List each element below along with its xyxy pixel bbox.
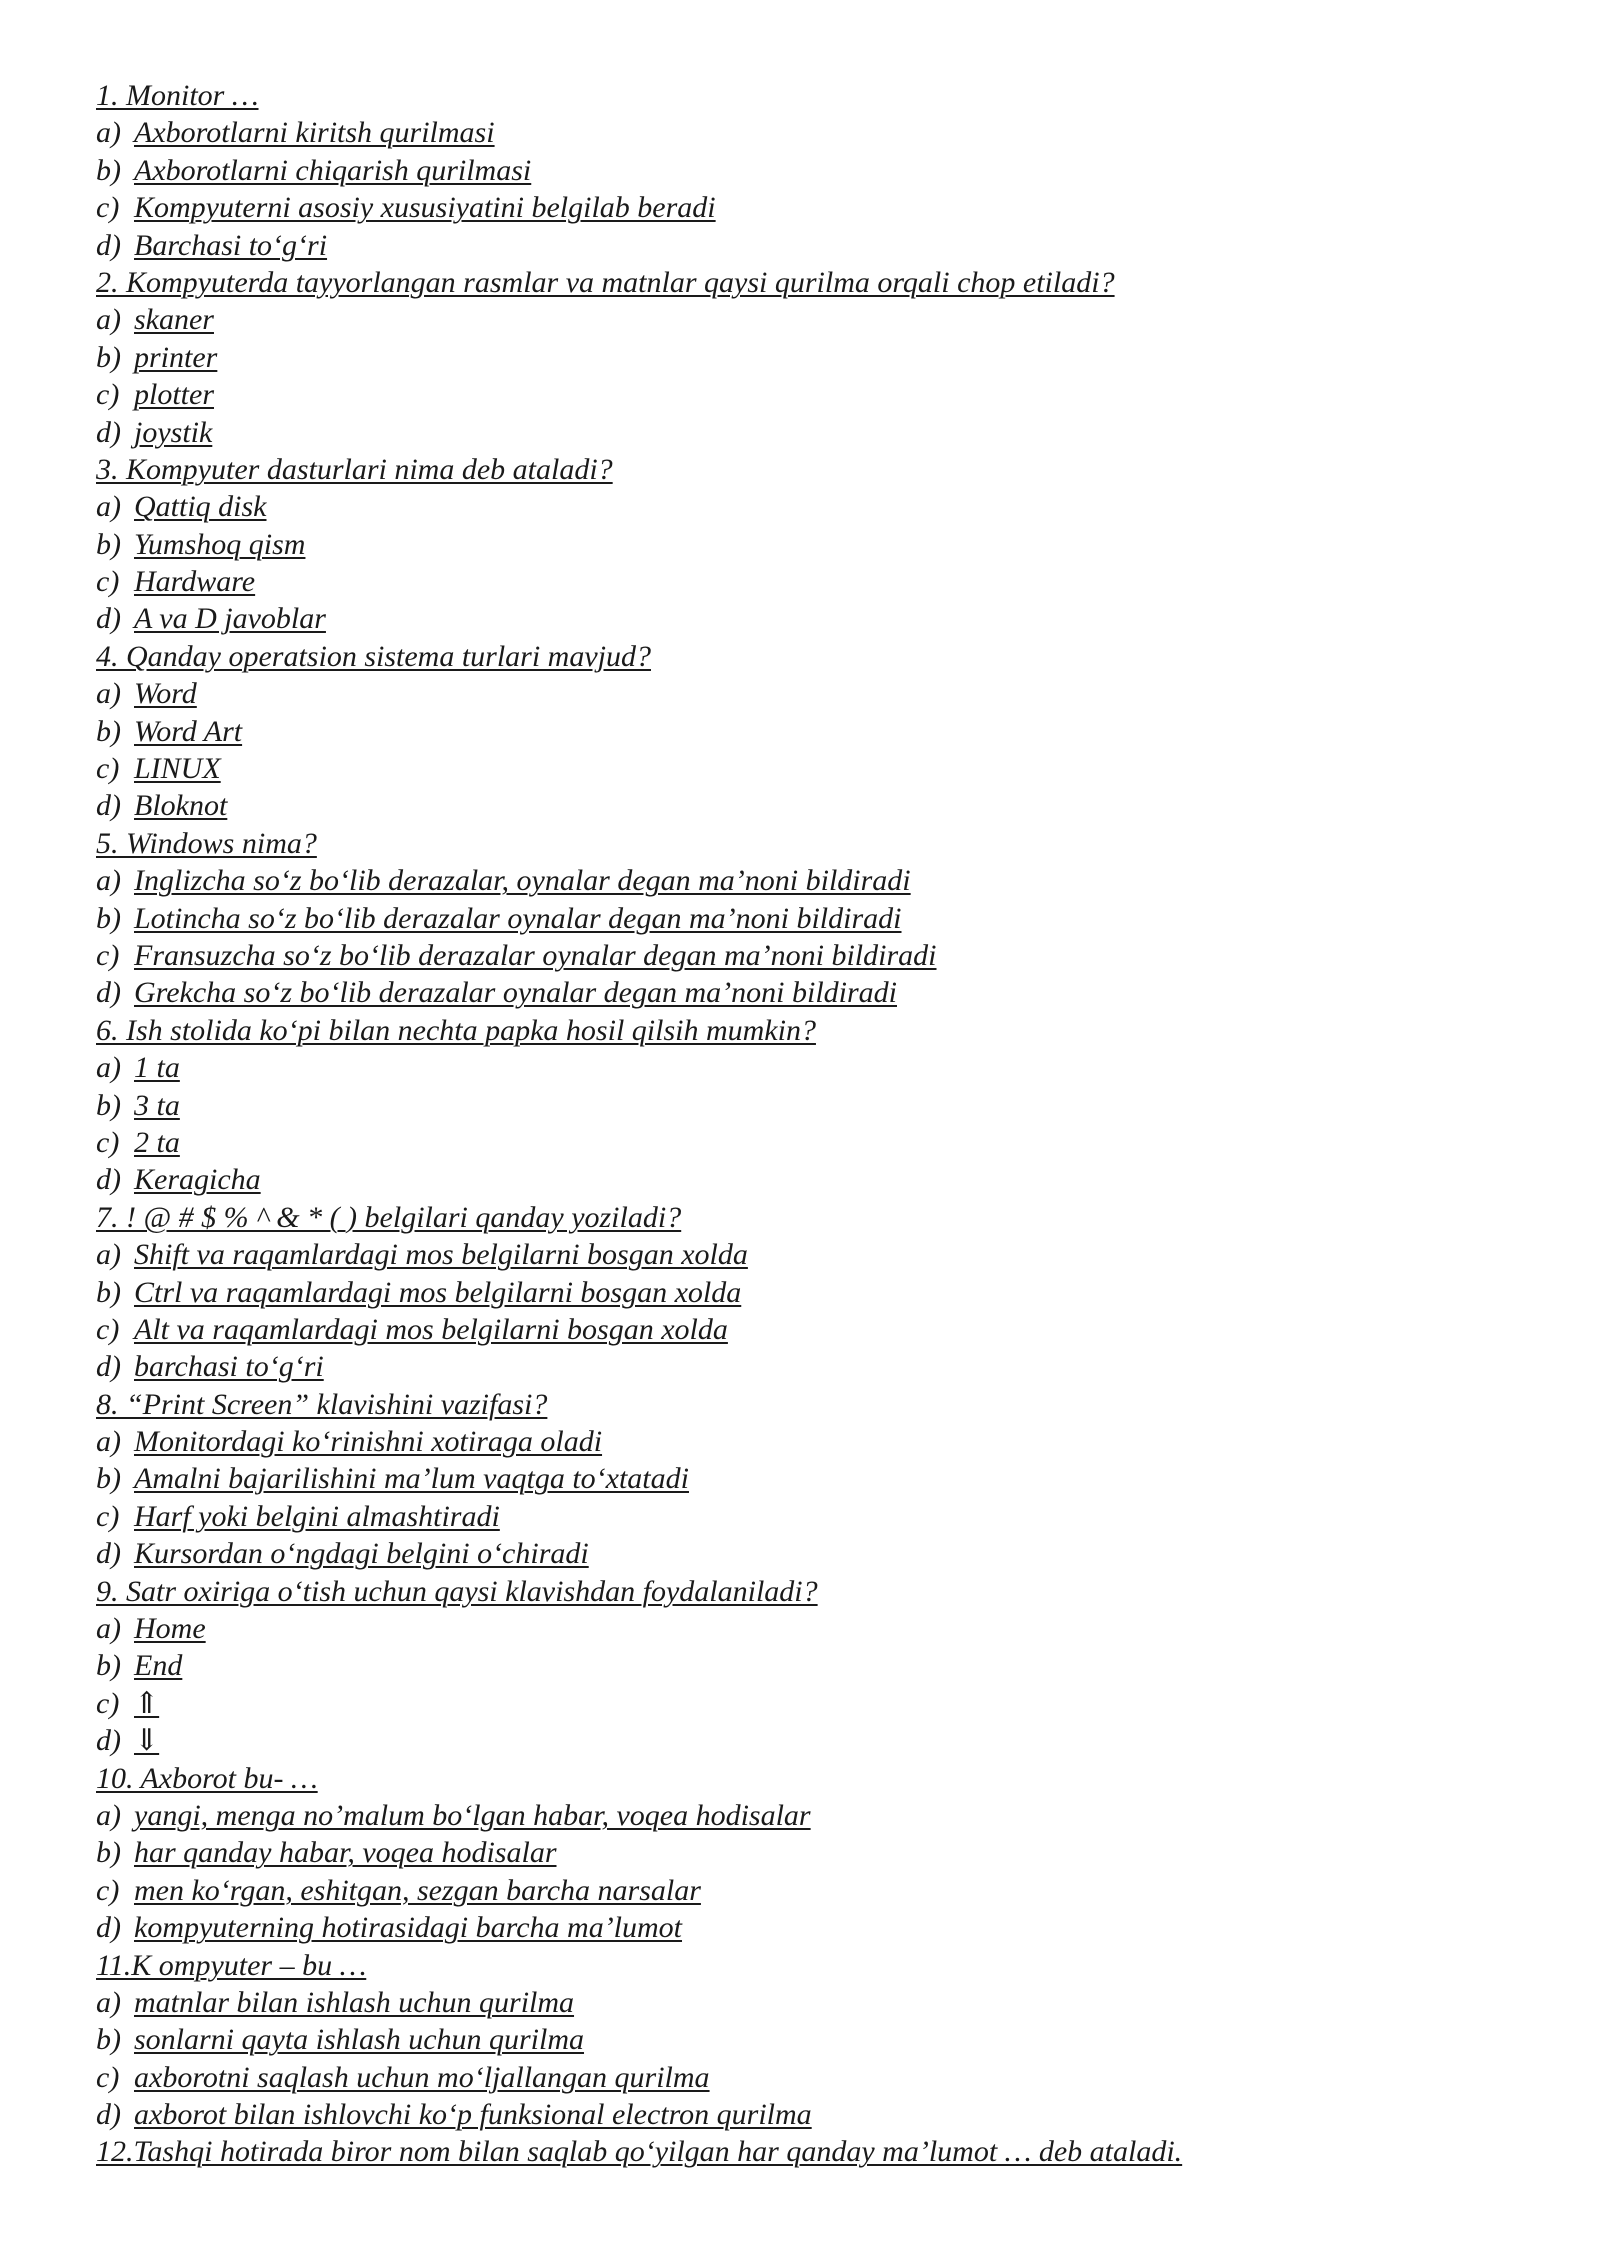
option-9a	[96, 1610, 1516, 1647]
option-text: Kursordan o‘ngdagi belgini o‘chiradi	[134, 1537, 589, 1571]
option-7c	[96, 1311, 1516, 1348]
option-text: Ctrl va raqamlardagi mos belgilarni bosgan xolda	[134, 1275, 742, 1309]
option-7b	[96, 1274, 1516, 1311]
option-text: Shift va raqamlardagi mos belgilarni bosgan xolda	[134, 1238, 748, 1272]
option-letter: d)	[96, 1350, 121, 1384]
option-letter: d)	[96, 1537, 121, 1571]
option-text: Keragicha	[134, 1163, 261, 1197]
option-letter: a)	[96, 116, 121, 150]
question-text: 12.Tashqi hotirada biror nom bilan saqlab qo‘yilgan har qanday ma’lumot … deb ataladi.	[96, 2135, 1183, 2169]
option-2b	[96, 339, 1516, 376]
option-letter: a)	[96, 1612, 121, 1646]
option-text: Inglizcha so‘z bo‘lib derazalar, oynalar degan ma’noni bildiradi	[134, 864, 911, 898]
option-text: Home	[134, 1612, 206, 1646]
option-letter: b)	[96, 1275, 121, 1309]
option-6b	[96, 1087, 1516, 1124]
option-2a	[96, 301, 1516, 338]
option-7a	[96, 1236, 1516, 1273]
option-letter: d)	[96, 789, 121, 823]
option-text: axborot bilan ishlovchi ko‘p funksional electron qurilma	[134, 2098, 812, 2132]
option-letter: a)	[96, 1238, 121, 1272]
option-letter: c)	[96, 191, 120, 225]
option-text: 2 ta	[134, 1125, 180, 1159]
option-letter: a)	[96, 864, 121, 898]
option-text: 3 ta	[134, 1088, 180, 1122]
option-text: Kompyuterni asosiy xususiyatini belgilab beradi	[134, 191, 716, 225]
option-4d	[96, 787, 1516, 824]
option-5a	[96, 862, 1516, 899]
option-4c	[96, 750, 1516, 787]
option-letter: b)	[96, 1836, 121, 1870]
question-2	[96, 264, 1516, 301]
option-text: Word Art	[134, 714, 243, 748]
option-text: axborotni saqlash uchun mo‘ljallangan qurilma	[134, 2060, 710, 2094]
question-text: 4. Qanday operatsion sistema turlari mavjud?	[96, 639, 651, 673]
option-text: A va D javoblar	[134, 602, 326, 636]
option-10b	[96, 1834, 1516, 1871]
option-10c	[96, 1872, 1516, 1909]
option-11a	[96, 1984, 1516, 2021]
option-letter: c)	[96, 2060, 120, 2094]
option-letter: b)	[96, 1462, 121, 1496]
option-5c	[96, 937, 1516, 974]
option-text: Barchasi to‘g‘ri	[134, 228, 328, 262]
question-text: 3. Kompyuter dasturlari nima deb ataladi?	[96, 452, 613, 486]
option-text: Alt va raqamlardagi mos belgilarni bosgan xolda	[134, 1312, 728, 1346]
option-letter: c)	[96, 1125, 120, 1159]
question-text: 1. Monitor …	[96, 79, 259, 112]
option-9c	[96, 1685, 1516, 1722]
option-text: Hardware	[134, 565, 256, 599]
question-8	[96, 1386, 1516, 1423]
option-text: har qanday habar, voqea hodisalar	[134, 1836, 557, 1870]
option-letter: b)	[96, 714, 121, 748]
option-11d	[96, 2096, 1516, 2133]
question-text: 2. Kompyuterda tayyorlangan rasmlar va matnlar qaysi qurilma orqali chop etiladi?	[96, 265, 1115, 299]
option-text: Yumshoq qism	[134, 527, 306, 561]
option-2d	[96, 414, 1516, 451]
option-letter: a)	[96, 1051, 121, 1085]
option-text: Bloknot	[134, 789, 228, 823]
document-body	[96, 77, 1516, 2171]
option-1a	[96, 114, 1516, 151]
option-text: Grekcha so‘z bo‘lib derazalar oynalar degan ma’noni bildiradi	[134, 976, 897, 1010]
question-text: 10. Axborot bu- …	[96, 1761, 318, 1795]
option-3c	[96, 563, 1516, 600]
arrow-down-icon: ⇓	[134, 1724, 160, 1758]
option-text: Word	[134, 677, 197, 711]
option-letter: d)	[96, 2098, 121, 2132]
option-6a	[96, 1049, 1516, 1086]
option-3a	[96, 488, 1516, 525]
option-text: plotter	[134, 378, 214, 412]
option-text: sonlarni qayta ishlash uchun qurilma	[134, 2023, 585, 2057]
option-10d	[96, 1909, 1516, 1946]
question-text: 5. Windows nima?	[96, 826, 317, 860]
option-letter: a)	[96, 677, 121, 711]
option-9d	[96, 1722, 1516, 1759]
option-3d	[96, 600, 1516, 637]
option-1b	[96, 152, 1516, 189]
option-4a	[96, 675, 1516, 712]
question-1	[96, 77, 1516, 114]
option-5d	[96, 974, 1516, 1011]
question-text: 6. Ish stolida ko‘pi bilan nechta papka hosil qilsih mumkin?	[96, 1013, 816, 1047]
question-text: 9. Satr oxiriga o‘tish uchun qaysi klavishdan foydalaniladi?	[96, 1574, 818, 1608]
question-4	[96, 638, 1516, 675]
option-letter: a)	[96, 490, 121, 524]
option-text: yangi, menga no’malum bo‘lgan habar, voqea hodisalar	[134, 1798, 811, 1832]
option-text: joystik	[134, 415, 213, 449]
option-text: matnlar bilan ishlash uchun qurilma	[134, 1985, 575, 2019]
option-letter: c)	[96, 378, 120, 412]
option-8c	[96, 1498, 1516, 1535]
option-6c	[96, 1124, 1516, 1161]
option-letter: d)	[96, 1911, 121, 1945]
option-letter: c)	[96, 1312, 120, 1346]
option-text: men ko‘rgan, eshitgan, sezgan barcha narsalar	[134, 1873, 701, 1907]
option-5b	[96, 900, 1516, 937]
option-text: End	[134, 1649, 183, 1683]
option-letter: c)	[96, 1686, 120, 1720]
option-8d	[96, 1535, 1516, 1572]
option-letter: a)	[96, 1425, 121, 1459]
question-12	[96, 2133, 1516, 2170]
option-letter: c)	[96, 1499, 120, 1533]
question-text: 11.K ompyuter – bu …	[96, 1948, 367, 1982]
question-11	[96, 1947, 1516, 1984]
option-letter: d)	[96, 228, 121, 262]
option-8b	[96, 1460, 1516, 1497]
question-6	[96, 1012, 1516, 1049]
question-text: 7. ! @ # $ % ^ & * ( ) belgilari qanday yoziladi?	[96, 1200, 682, 1234]
option-text: skaner	[134, 303, 214, 337]
option-text: LINUX	[134, 752, 221, 786]
option-letter: c)	[96, 1873, 120, 1907]
option-text: barchasi to‘g‘ri	[134, 1350, 324, 1384]
option-text: Axborotlarni chiqarish qurilmasi	[134, 153, 532, 187]
option-3b	[96, 526, 1516, 563]
option-letter: d)	[96, 1724, 121, 1758]
option-6d	[96, 1161, 1516, 1198]
question-7	[96, 1199, 1516, 1236]
option-text: printer	[134, 340, 218, 374]
option-7d	[96, 1348, 1516, 1385]
option-9b	[96, 1647, 1516, 1684]
option-letter: c)	[96, 938, 120, 972]
option-text: kompyuterning hotirasidagi barcha ma’lumot	[134, 1911, 683, 1945]
option-text: Fransuzcha so‘z bo‘lib derazalar oynalar degan ma’noni bildiradi	[134, 938, 937, 972]
option-text: Qattiq disk	[134, 490, 267, 524]
option-10a	[96, 1797, 1516, 1834]
option-8a	[96, 1423, 1516, 1460]
arrow-up-icon: ⇑	[134, 1686, 160, 1720]
question-9	[96, 1573, 1516, 1610]
option-text: Monitordagi ko‘rinishni xotiraga oladi	[134, 1425, 603, 1459]
option-letter: d)	[96, 1163, 121, 1197]
option-text: 1 ta	[134, 1051, 180, 1085]
option-letter: c)	[96, 565, 120, 599]
option-text: Amalni bajarilishini ma’lum vaqtga to‘xtatadi	[134, 1462, 689, 1496]
option-letter: a)	[96, 1798, 121, 1832]
option-letter: d)	[96, 976, 121, 1010]
option-11b	[96, 2021, 1516, 2058]
question-5	[96, 825, 1516, 862]
question-10	[96, 1760, 1516, 1797]
option-letter: b)	[96, 340, 121, 374]
option-letter: b)	[96, 1088, 121, 1122]
option-letter: b)	[96, 153, 121, 187]
option-2c	[96, 376, 1516, 413]
option-letter: b)	[96, 2023, 121, 2057]
question-3	[96, 451, 1516, 488]
option-letter: a)	[96, 1985, 121, 2019]
option-4b	[96, 713, 1516, 750]
option-text: Axborotlarni kiritsh qurilmasi	[134, 116, 495, 150]
option-11c	[96, 2059, 1516, 2096]
option-letter: d)	[96, 415, 121, 449]
option-letter: b)	[96, 901, 121, 935]
question-text: 8. “Print Screen” klavishini vazifasi?	[96, 1387, 548, 1421]
option-letter: d)	[96, 602, 121, 636]
option-text: Harf yoki belgini almashtiradi	[134, 1499, 500, 1533]
option-text: Lotincha so‘z bo‘lib derazalar oynalar degan ma’noni bildiradi	[134, 901, 902, 935]
option-letter: b)	[96, 1649, 121, 1683]
option-letter: a)	[96, 303, 121, 337]
option-1d	[96, 227, 1516, 264]
option-1c	[96, 189, 1516, 226]
option-letter: c)	[96, 752, 120, 786]
option-letter: b)	[96, 527, 121, 561]
